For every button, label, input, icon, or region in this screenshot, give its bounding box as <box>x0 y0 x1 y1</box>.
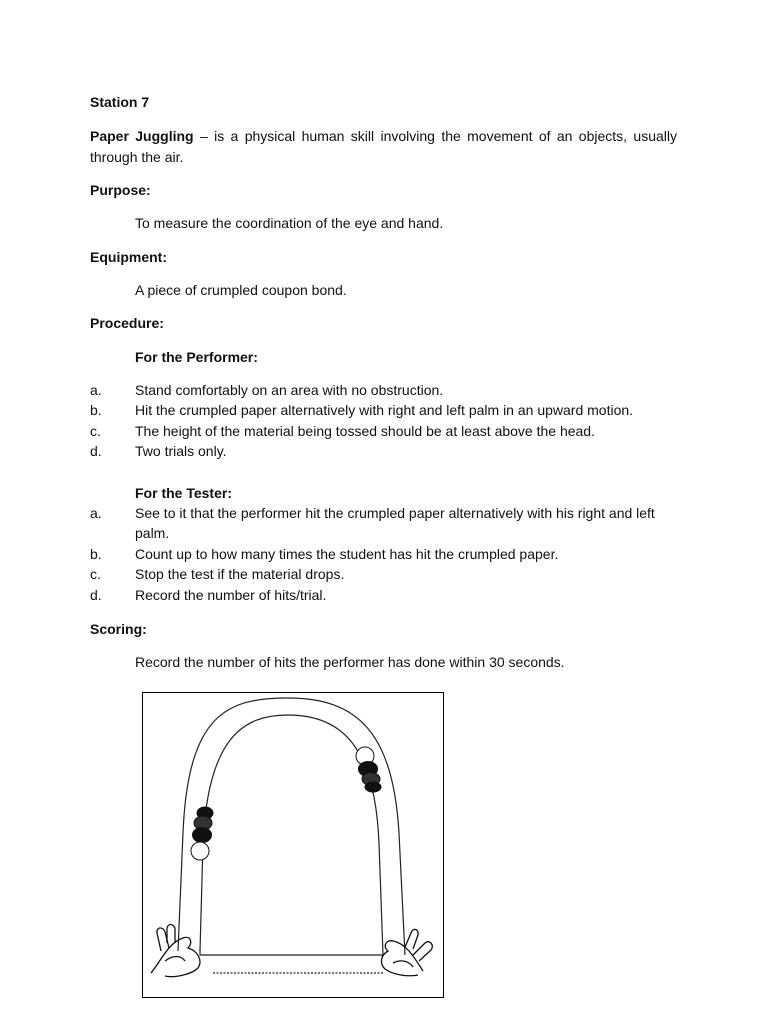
performer-list <box>90 380 680 462</box>
intro-definition: – is a physical human skill involving the movement of an objects, usually through the air. <box>90 128 677 165</box>
list-text: Stand comfortably on an area with no obstruction. <box>135 382 444 398</box>
list-marker: a. <box>90 382 102 398</box>
list-text: The height of the material being tossed should be at least above the head. <box>135 423 595 439</box>
list-marker: c. <box>90 423 101 439</box>
purpose-heading: Purpose: <box>90 182 151 198</box>
list-text: See to it that the performer hit the crumpled paper alternatively with his right and left palm. <box>135 505 655 541</box>
equipment-heading: Equipment: <box>90 249 167 265</box>
procedure-heading: Procedure: <box>90 315 164 331</box>
list-marker: c. <box>90 566 101 582</box>
paper-juggling-arc-illustration-icon <box>143 693 443 997</box>
intro-term: Paper Juggling <box>90 128 194 144</box>
juggling-figure <box>142 692 444 998</box>
scoring-heading: Scoring: <box>90 621 147 637</box>
station-title: Station 7 <box>90 94 150 110</box>
purpose-text: To measure the coordination of the eye and hand. <box>135 215 444 231</box>
list-marker: b. <box>90 546 102 562</box>
list-text: Two trials only. <box>135 443 227 459</box>
list-text: Hit the crumpled paper alternatively with right and left palm in an upward motion. <box>135 402 634 418</box>
equipment-text: A piece of crumpled coupon bond. <box>135 282 347 298</box>
intro-paragraph <box>90 126 677 168</box>
scoring-text: Record the number of hits the performer has done within 30 seconds. <box>135 654 565 670</box>
tester-heading: For the Tester: <box>135 485 232 501</box>
list-marker: d. <box>90 587 102 603</box>
list-text: Stop the test if the material drops. <box>135 566 345 582</box>
list-text: Count up to how many times the student has hit the crumpled paper. <box>135 546 559 562</box>
list-marker: a. <box>90 505 102 521</box>
performer-heading: For the Performer: <box>135 349 258 365</box>
list-marker: b. <box>90 402 102 418</box>
list-marker: d. <box>90 443 102 459</box>
tester-list <box>90 503 680 605</box>
list-text: Record the number of hits/trial. <box>135 587 327 603</box>
